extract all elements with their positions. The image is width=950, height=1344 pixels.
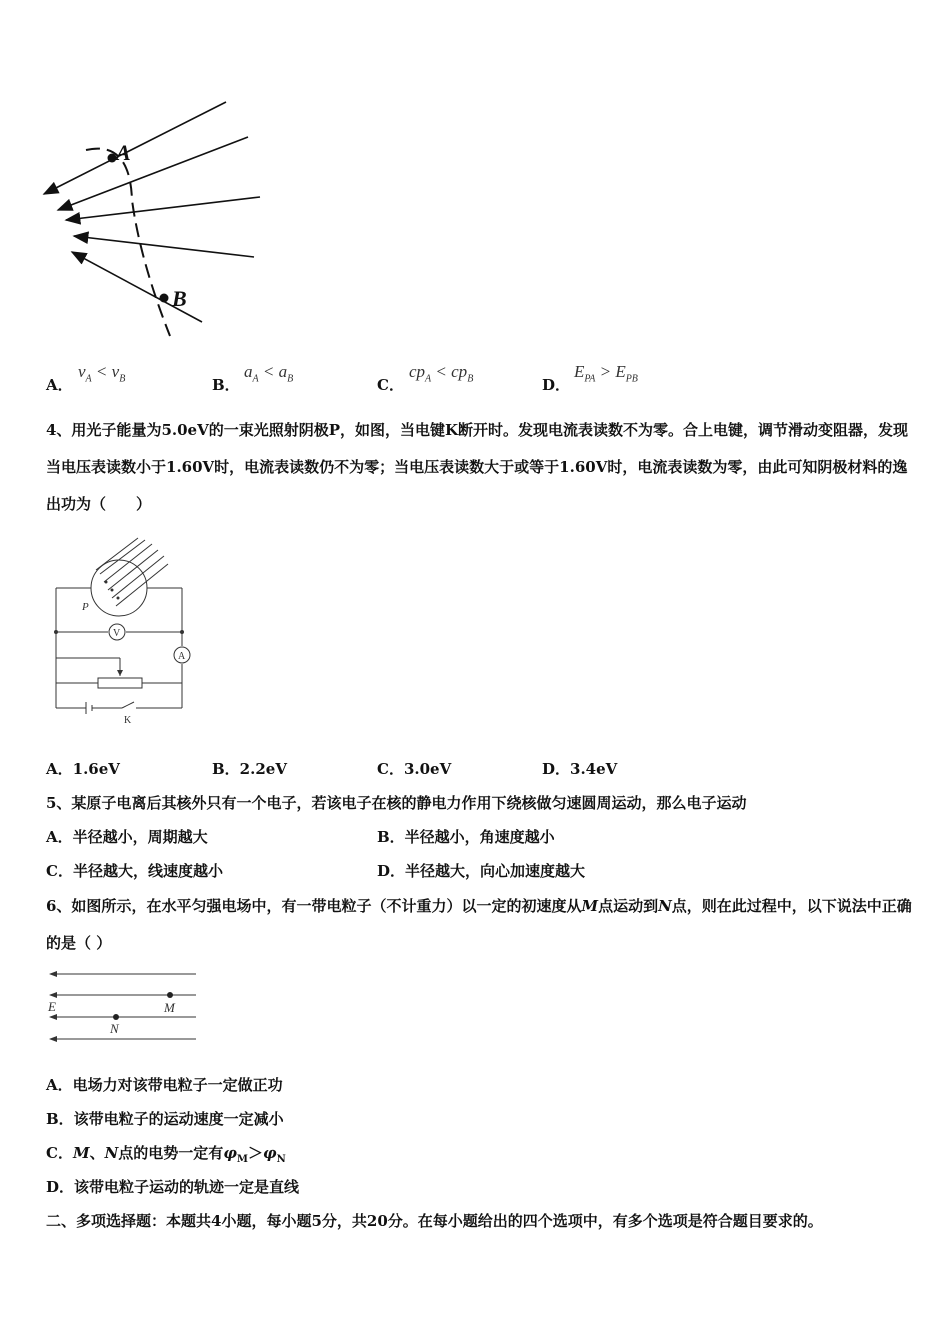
q6-field-figure <box>40 960 210 1050</box>
q4-label-k: K <box>124 715 132 726</box>
q6-stem-m: M <box>581 897 599 915</box>
q3-option-a-formula: $v_A < v_B$ <box>78 362 126 385</box>
q5-option-b[interactable]: B．半径越小，角速度越小 <box>377 828 555 846</box>
q3-option-a-letter: A． <box>46 376 73 394</box>
q3-label-b: B <box>172 286 187 311</box>
section2-heading: 二、多项选择题：本题共4小题，每小题5分，共20分。在每小题给出的四个选项中，有多个选项是符合题目要求的。 <box>46 1212 823 1230</box>
q4-stem: 4、用光子能量为5.0eV的一束光照射阴极P，如图，当电键K断开时。发现电流表读数不为零。合上电键，调节滑动变阻器，发现当电压表读数小于1.60V时，电流表读数仍不为零；当电压表读数大于或等于1.60V时，电流表读数为零，由此可知阴极材料的逸出功为（ ） <box>46 421 909 513</box>
q4-label-v: V <box>113 628 121 639</box>
q6-stem-n: N <box>658 897 672 915</box>
q4-label-p: P <box>82 601 89 613</box>
q6-label-n: N <box>110 1021 119 1036</box>
q3-option-d-formula: $E_{PA} > E_{PB}$ <box>574 362 638 385</box>
q3-option-b-formula: $a_A < a_B$ <box>244 362 294 385</box>
q3-label-a: A <box>116 140 131 165</box>
q3-option-d[interactable] <box>542 362 712 396</box>
q3-option-d-letter: D． <box>542 376 571 394</box>
q3-option-c-formula: $cp_A < cp_B$ <box>409 362 474 385</box>
q5-option-d[interactable]: D．半径越大，向心加速度越大 <box>377 862 586 880</box>
q6-label-e: E <box>48 999 56 1014</box>
q6-label-m: M <box>164 1000 175 1015</box>
q6-option-c[interactable]: C．M、N点的电势一定有$\varphi_M>\varphi_N$ <box>46 1144 286 1165</box>
q3-option-a[interactable] <box>46 362 206 396</box>
q3-field-figure <box>30 90 280 350</box>
q4-option-a[interactable]: A．1.6eV <box>46 760 120 778</box>
q3-option-c[interactable] <box>377 362 537 396</box>
q4-option-d[interactable]: D．3.4eV <box>542 760 618 778</box>
q5-option-a[interactable]: A．半径越小，周期越大 <box>46 828 208 846</box>
q5-option-c[interactable]: C．半径越大，线速度越小 <box>46 862 223 880</box>
q4-option-b[interactable]: B．2.2eV <box>212 760 287 778</box>
q4-option-c[interactable]: C．3.0eV <box>377 760 452 778</box>
q6-option-a[interactable]: A．电场力对该带电粒子一定做正功 <box>46 1076 283 1094</box>
q3-option-c-letter: C． <box>377 376 404 394</box>
q4-label-a: A <box>178 651 186 662</box>
q6-stem: 6、如图所示，在水平匀强电场中，有一带电粒子（不计重力）以一定的初速度从M点运动到N点，则在此过程中，以下说法中正确的是（ ） <box>46 897 912 952</box>
q5-stem: 5、某原子电离后其核外只有一个电子，若该电子在核的静电力作用下绕核做匀速圆周运动，那么电子运动 <box>46 794 747 812</box>
q4-circuit-figure <box>40 530 200 730</box>
q6-option-b[interactable]: B．该带电粒子的运动速度一定减小 <box>46 1110 284 1128</box>
q3-option-b-letter: B． <box>212 376 240 394</box>
q3-option-b[interactable] <box>212 362 372 396</box>
q6-option-d[interactable]: D．该带电粒子运动的轨迹一定是直线 <box>46 1178 300 1196</box>
